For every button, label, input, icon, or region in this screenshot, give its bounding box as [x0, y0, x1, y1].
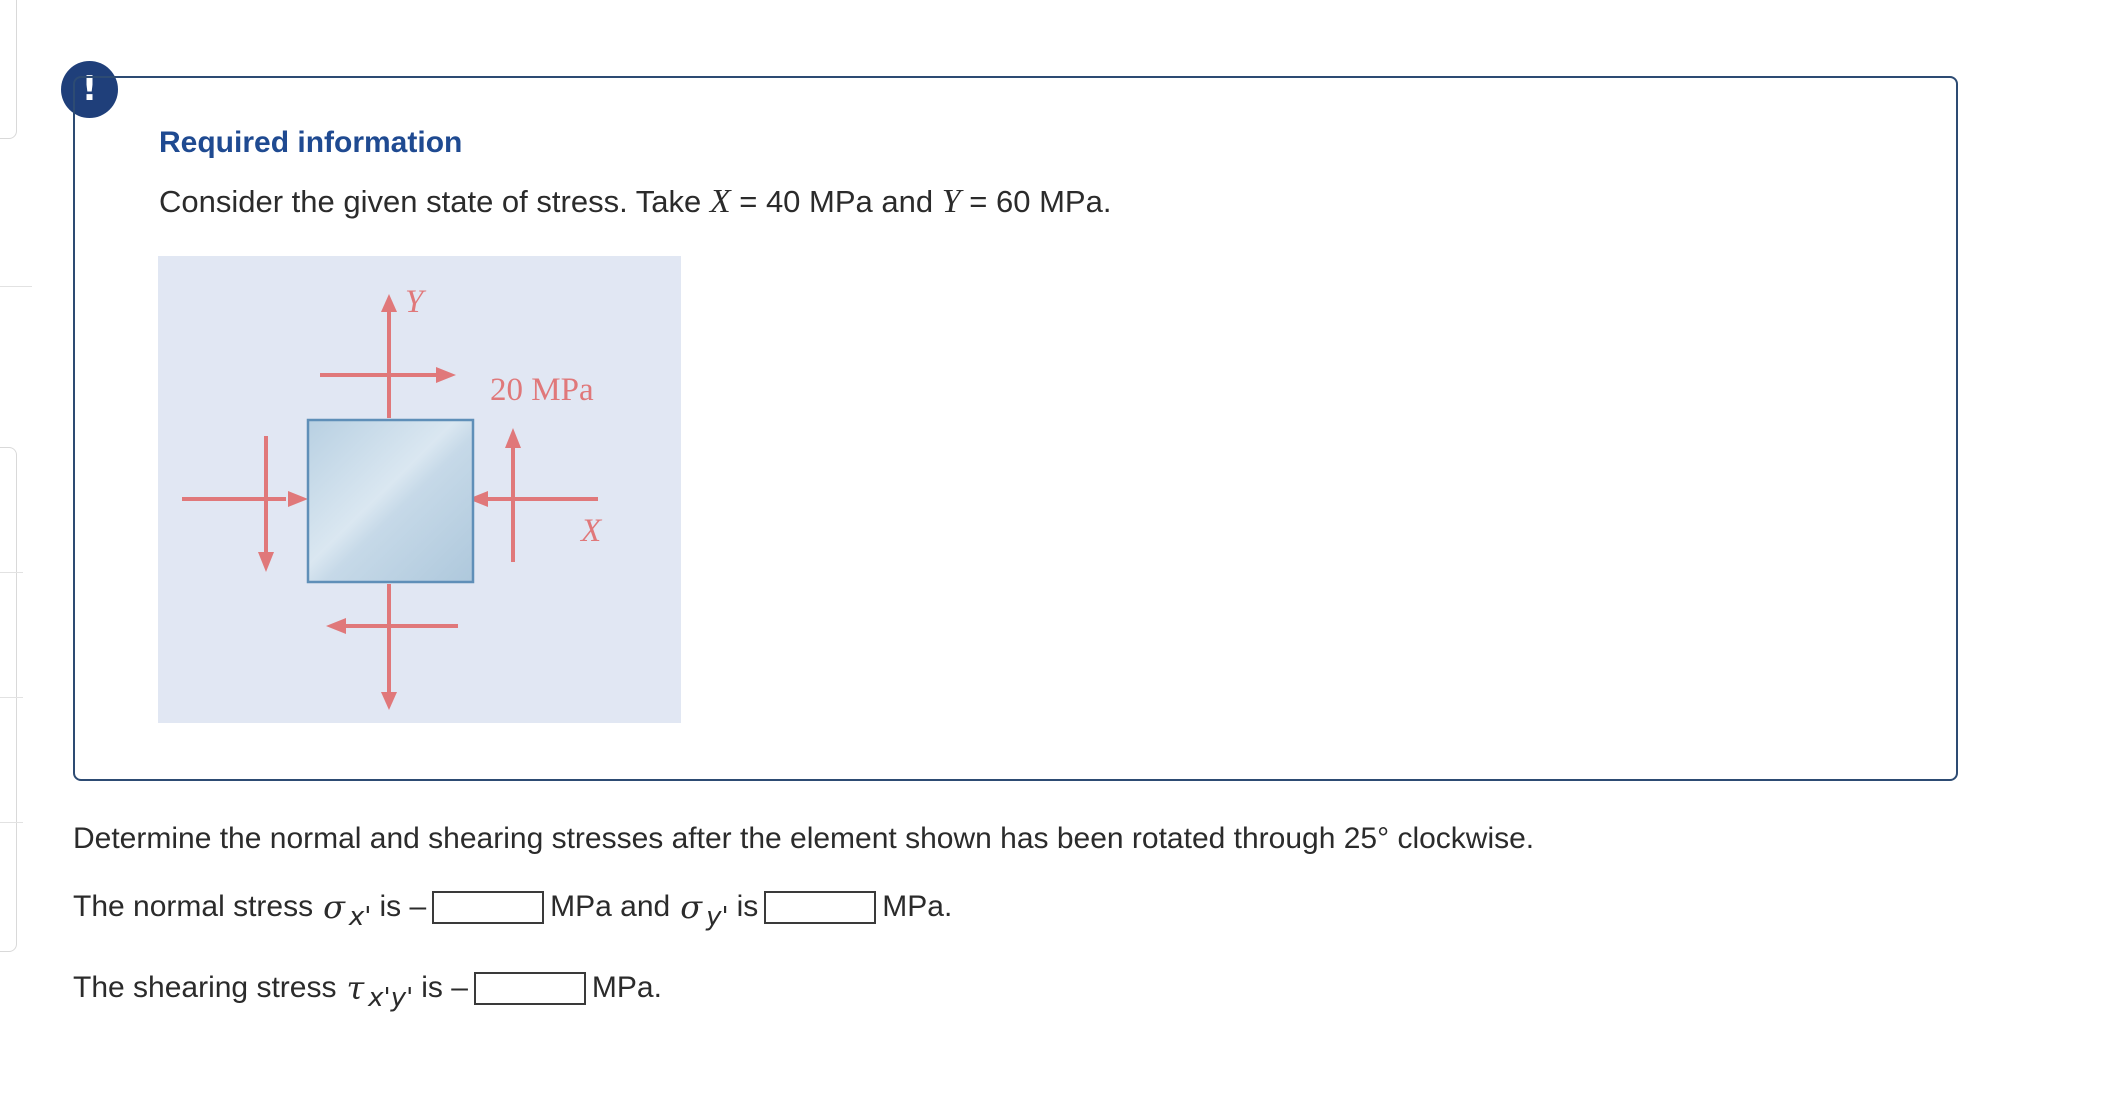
x-axis-label: X: [581, 513, 602, 549]
sidebar-card-bottom: [0, 447, 17, 952]
mpa-and-text: MPa and: [550, 890, 671, 923]
tau-xy-subscript: x'y': [368, 983, 414, 1013]
sigma-x-input[interactable]: [432, 891, 544, 924]
stress-element-square: [308, 420, 473, 582]
tau-xy-input[interactable]: [474, 972, 586, 1005]
shearing-stress-answer-line: [73, 969, 662, 1013]
sidebar-divider: [0, 286, 32, 287]
is-text: is: [736, 890, 759, 923]
y-axis-label: Y: [405, 284, 424, 320]
right-shear-arrowhead: [505, 428, 521, 448]
sidebar-divider: [0, 572, 23, 573]
is-minus-text: is –: [421, 971, 468, 1004]
left-normal-arrowhead: [288, 491, 308, 507]
is-minus-text: is –: [379, 890, 427, 923]
normal-stress-answer-line: [73, 888, 953, 932]
question-text: Determine the normal and shearing stresses after the element shown has been rotated through 25° clockwise.: [73, 822, 1535, 855]
exclamation-icon: !: [61, 61, 118, 118]
sidebar-card-top: [0, 0, 17, 139]
sigma-y-input[interactable]: [764, 891, 876, 924]
tau-symbol: τ: [346, 969, 365, 1007]
shearing-stress-label: The shearing stress: [73, 971, 337, 1004]
normal-stress-label: The normal stress: [73, 890, 314, 923]
unit-text: MPa.: [882, 890, 953, 923]
info-title: Required information: [159, 126, 463, 159]
sigma-symbol: σ: [680, 888, 703, 926]
stress-element-figure: [158, 256, 681, 723]
sigma-symbol: σ: [323, 888, 345, 926]
stress-diagram: [158, 256, 681, 723]
left-shear-arrowhead: [258, 552, 274, 572]
bottom-normal-arrowhead: [381, 692, 397, 710]
shear-value-label: 20 MPa: [490, 372, 594, 408]
y-axis-arrowhead: [381, 294, 397, 312]
top-shear-arrowhead: [436, 367, 456, 383]
info-text: Consider the given state of stress. Take X = 40 MPa and Y = 60 MPa.: [159, 183, 1112, 220]
bottom-shear-arrowhead: [326, 618, 346, 634]
sigma-x-subscript: x': [348, 902, 372, 932]
unit-text: MPa.: [591, 971, 662, 1004]
sigma-y-subscript: y': [706, 902, 729, 932]
sidebar-divider: [0, 697, 23, 698]
sidebar-divider: [0, 822, 23, 823]
